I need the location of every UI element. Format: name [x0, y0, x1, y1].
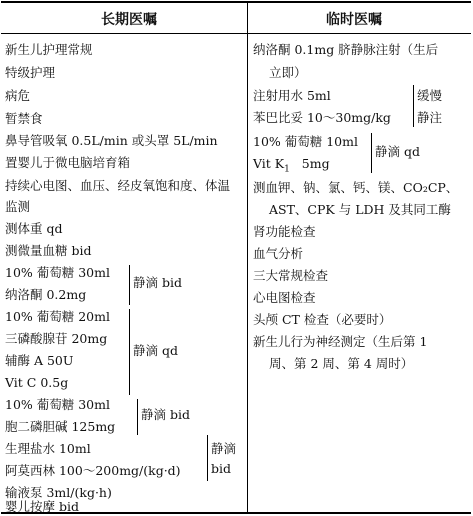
left-order: 测微量血糖 bid	[5, 243, 92, 258]
left-order: Vit C 0.5g	[5, 375, 69, 390]
left-order: 新生儿护理常规	[5, 42, 93, 57]
vitk-subscript: 1	[284, 164, 290, 175]
long-term-orders-header: 长期医嘱	[101, 12, 157, 28]
brace-bracket	[371, 133, 372, 173]
right-order: 测血钾、钠、氯、钙、镁、CO₂CP、	[253, 180, 459, 195]
iv-injection-label: 静注	[417, 110, 443, 125]
right-order	[253, 156, 330, 178]
left-order: 胞二磷胆碱 125mg	[5, 419, 116, 434]
left-order: 暂禁食	[5, 111, 43, 126]
frequency-label: bid	[211, 461, 232, 476]
iv-drip-label: 静滴 bid	[133, 275, 182, 290]
left-order: 置婴儿于微电脑培育箱	[5, 155, 131, 170]
iv-drip-label: 静滴	[211, 441, 237, 456]
iv-drip-label: 静滴 qd	[375, 144, 420, 159]
right-order: 周、第 2 周、第 4 周时）	[269, 356, 414, 371]
right-order: 立即）	[269, 65, 307, 80]
vitk-label: Vit K	[253, 156, 285, 171]
orders-table	[1, 1, 471, 514]
right-order: 血气分析	[253, 246, 304, 261]
left-order: 婴儿按摩 bid	[5, 499, 79, 514]
right-order: 注射用水 5ml	[253, 88, 331, 103]
left-order: 持续心电图、血压、经皮氧饱和度、体温	[5, 178, 231, 193]
right-order: 头颅 CT 检查（必要时）	[253, 312, 392, 327]
right-order: 10% 葡萄糖 10ml	[253, 134, 358, 149]
right-order: 肾功能检查	[253, 224, 316, 239]
left-order: 10% 葡萄糖 30ml	[5, 397, 110, 412]
left-order: 测体重 qd	[5, 221, 63, 236]
left-order: 纳洛酮 0.2mg	[5, 287, 87, 302]
right-order: 纳洛酮 0.1mg 脐静脉注射（生后	[253, 42, 439, 57]
left-order: 鼻导管吸氧 0.5L/min 或头罩 5L/min	[5, 133, 218, 148]
brace-bracket	[137, 399, 138, 435]
temporary-orders-header: 临时医嘱	[326, 12, 382, 28]
left-order: 特级护理	[5, 65, 56, 80]
right-order: AST、CPK 与 LDH 及其同工酶	[269, 202, 451, 217]
left-order: 生理盐水 10ml	[5, 441, 91, 456]
right-order: 苯巴比妥 10～30mg/kg	[253, 110, 391, 125]
right-order: 心电图检查	[253, 290, 316, 305]
left-order: 监测	[5, 199, 31, 214]
left-order: 输液泵 3ml/(kg·h)	[5, 485, 112, 500]
brace-bracket	[207, 435, 208, 481]
left-order: 三磷酸腺苷 20mg	[5, 331, 108, 346]
iv-drip-label: 静滴 qd	[133, 343, 178, 358]
left-order: 10% 葡萄糖 20ml	[5, 309, 110, 324]
left-order: 辅酶 A 50U	[5, 353, 74, 368]
slow-label: 缓慢	[417, 88, 443, 103]
left-order: 阿莫西林 100～200mg/(kg·d)	[5, 463, 181, 478]
brace-bracket	[129, 309, 130, 395]
left-order: 病危	[5, 88, 31, 103]
right-order: 新生儿行为神经测定（生后第 1	[253, 334, 428, 349]
right-order: 三大常规检查	[253, 268, 329, 283]
column-divider	[247, 3, 248, 512]
brace-bracket	[129, 265, 130, 305]
vitk-dose: 5mg	[301, 156, 330, 171]
table-header	[1, 3, 471, 34]
brace-bracket	[413, 85, 414, 127]
left-order: 10% 葡萄糖 30ml	[5, 265, 110, 280]
iv-drip-label: 静滴 bid	[141, 407, 190, 422]
